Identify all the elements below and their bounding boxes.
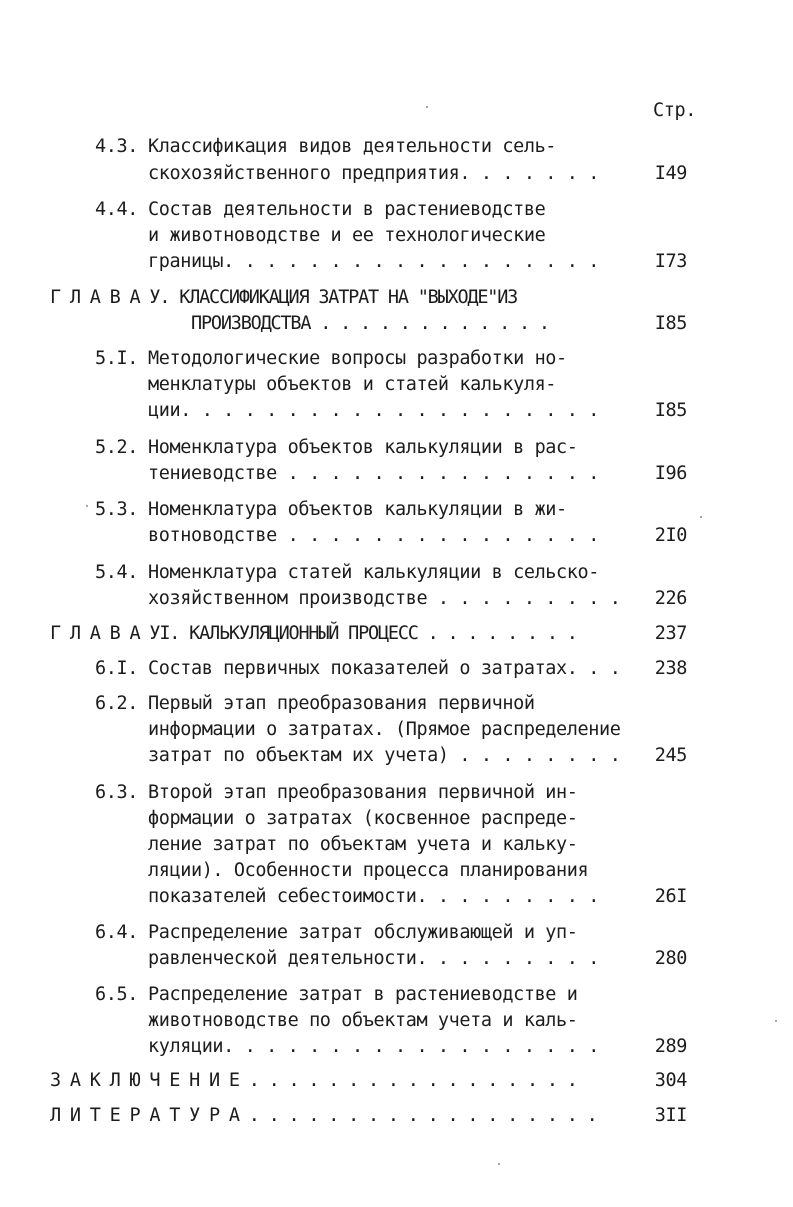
toc-page-number: 226	[654, 588, 687, 609]
toc-entry-number: 6.3.	[95, 782, 138, 803]
toc-entry-title-line: менклатуры объектов и статей калькуля-	[148, 374, 557, 395]
toc-page-number: 238	[654, 658, 687, 679]
toc-entry-title-line: Распределение затрат в растениеводстве и	[148, 984, 578, 1005]
page-column-header: Стр.	[653, 100, 696, 121]
toc-entry-title-line: куляции. . . . . . . . . . . . . . . . . .	[148, 1036, 599, 1057]
toc-entry-title-line: вотноводстве . . . . . . . . . . . . . . .	[148, 525, 599, 546]
toc-page-number: 304	[654, 1070, 687, 1091]
toc-page-number: 289	[654, 1036, 687, 1057]
toc-entry-title-line: и животноводстве и ее технологические	[148, 225, 546, 246]
scan-speck	[700, 516, 702, 518]
toc-entry-title-line: равленческой деятельности. . . . . . . . .	[148, 948, 599, 969]
toc-entry-title-line: Методологические вопросы разработки но-	[148, 348, 567, 369]
toc-page-number: I96	[654, 463, 687, 484]
scan-speck	[86, 505, 88, 507]
toc-entry-title-line: Первый этап преобразования первичной	[148, 693, 535, 714]
toc-entry-title-line: Состав деятельности в растениеводстве	[148, 199, 546, 220]
toc-page-number: I85	[654, 313, 687, 334]
toc-page-number: I49	[654, 163, 687, 184]
toc-entry-title-line: Номенклатура объектов калькуляции в жи-	[148, 499, 567, 520]
toc-entry-title-line: Состав первичных показателей о затратах. . .	[148, 658, 621, 679]
conclusion-title: З А К Л Ю Ч Е Н И Е . . . . . . . . . . . . . . . . .	[50, 1070, 577, 1091]
toc-entry-number: 4.3.	[95, 136, 138, 157]
toc-entry-title-line: хозяйственном производстве . . . . . . . . .	[148, 588, 621, 609]
toc-entry-number: 5.3.	[95, 499, 138, 520]
toc-entry-title-line: тениеводстве . . . . . . . . . . . . . . .	[148, 463, 599, 484]
toc-page-number: 245	[654, 745, 687, 766]
toc-entry-title-line: информации о затратах. (Прямое распределение	[148, 719, 621, 740]
toc-entry-number: 6.I.	[95, 658, 138, 679]
toc-entry-title-line: Номенклатура объектов калькуляции в рас-	[148, 437, 578, 458]
toc-entry-title-line: ление затрат по объектам учета и кальку-	[148, 834, 578, 855]
toc-page-number: 237	[654, 623, 687, 644]
toc-entry-number: 4.4.	[95, 199, 138, 220]
toc-entry-title-line: животноводстве по объектам учета и каль-	[148, 1010, 578, 1031]
toc-page-number: I85	[654, 400, 687, 421]
toc-page-number: 280	[654, 948, 687, 969]
toc-page-number: I73	[654, 251, 687, 272]
chapter-title-line: Г Л А В А УI. КАЛЬКУЛЯЦИОННЫЙ ПРОЦЕСС . . . . . . . .	[50, 623, 577, 644]
toc-entry-title-line: ции. . . . . . . . . . . . . . . . . . . .	[148, 400, 599, 421]
toc-entry-title-line: Распределение затрат обслуживающей и уп-	[148, 922, 578, 943]
toc-entry-title-line: скохозяйственного предприятия. . . . . . .	[148, 163, 599, 184]
toc-page-number: 2I0	[654, 525, 687, 546]
literature-title: Л И Т Е Р А Т У Р А . . . . . . . . . . . . . . . . . .	[50, 1105, 597, 1126]
toc-entry-title-line: границы. . . . . . . . . . . . . . . . . .	[148, 251, 599, 272]
toc-entry-number: 6.4.	[95, 922, 138, 943]
toc-entry-title-line: формации о затратах (косвенное распреде-	[148, 808, 578, 829]
toc-entry-title-line: Классификация видов деятельности сель-	[148, 136, 557, 157]
scan-speck	[775, 1020, 777, 1022]
scan-speck	[498, 1163, 500, 1165]
toc-page-number: 26I	[654, 886, 687, 907]
toc-entry-title-line: Второй этап преобразования первичной ин-	[148, 782, 578, 803]
toc-entry-number: 5.I.	[95, 348, 138, 369]
scan-speck	[426, 106, 428, 108]
toc-entry-number: 5.2.	[95, 437, 138, 458]
toc-entry-title-line: затрат по объектам их учета) . . . . . . . .	[148, 745, 621, 766]
toc-entry-title-line: Номенклатура статей калькуляции в сельско-	[148, 562, 599, 583]
toc-entry-number: 5.4.	[95, 562, 138, 583]
toc-entry-number: 6.2.	[95, 693, 138, 714]
chapter-title-line: ПРОИЗВОДСТВА . . . . . . . . . . . .	[191, 313, 549, 334]
toc-entry-title-line: ляции). Особенности процесса планирования	[148, 860, 589, 881]
toc-page-number: 3II	[654, 1105, 687, 1126]
toc-entry-title-line: показателей себестоимости. . . . . . . . .	[148, 886, 599, 907]
chapter-title-line: Г Л А В А У. КЛАССИФИКАЦИЯ ЗАТРАТ НА "ВЫХОДЕ"ИЗ	[50, 287, 518, 308]
toc-entry-number: 6.5.	[95, 984, 138, 1005]
